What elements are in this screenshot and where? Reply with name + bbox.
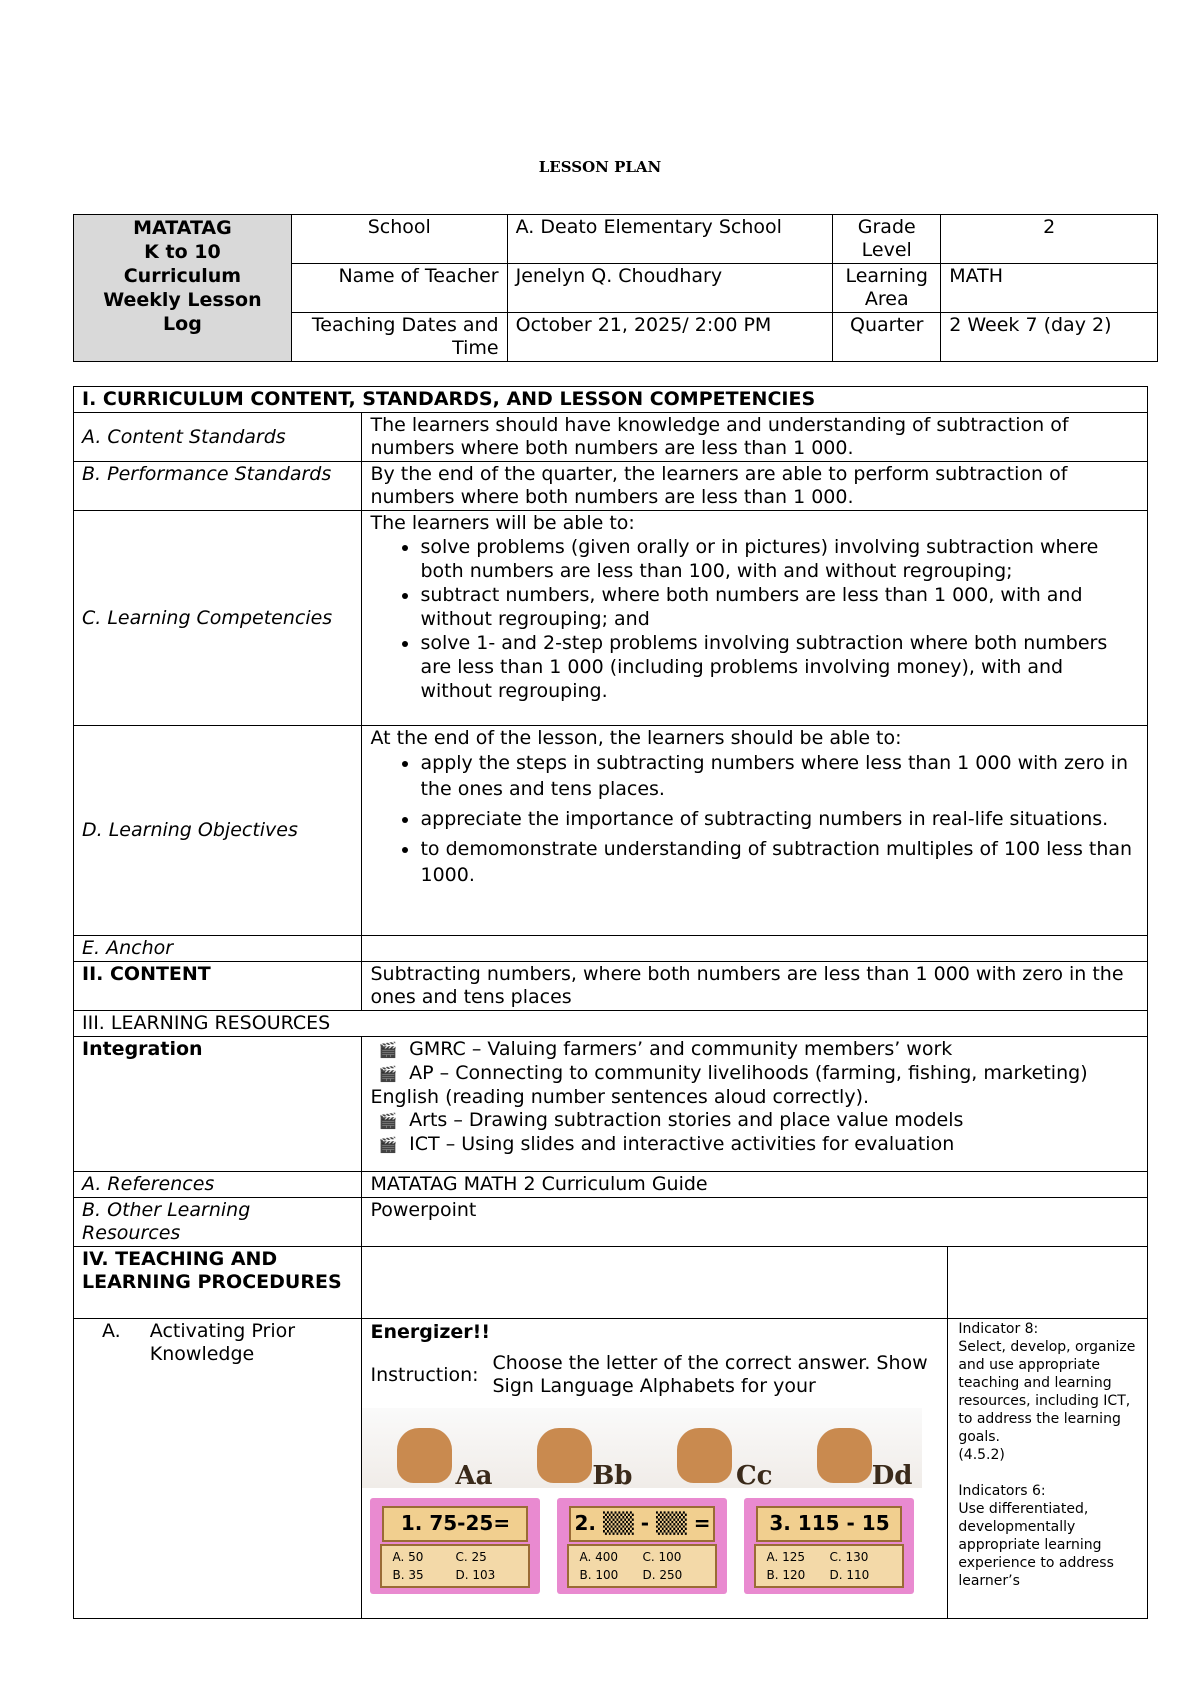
competency-item: • subtract numbers, where both numbers are less than 1 000, with and without regrouping; and	[420, 583, 1139, 631]
other-resources-label: B. Other Learning Resources	[74, 1198, 362, 1247]
sign-language-image	[362, 1408, 922, 1491]
competencies-label: C. Learning Competencies	[74, 511, 362, 726]
competencies-cell	[362, 511, 1148, 726]
teacher-value: Jenelyn Q. Choudhary	[507, 264, 833, 313]
competencies-intro: The learners will be able to:	[370, 512, 635, 534]
dates-value: October 21, 2025/ 2:00 PM	[507, 313, 833, 362]
hand-sign-b: Bb	[532, 1418, 612, 1488]
integration-item: 🎬 ICT – Using slides and interactive activities for evaluation	[378, 1133, 955, 1155]
integration-item: 🎬 AP – Connecting to community livelihoods (farming, fishing, marketing)	[378, 1062, 1088, 1084]
competencies-list	[370, 535, 1139, 703]
hand-sign-d: Dd	[812, 1418, 892, 1488]
anchor-value	[362, 936, 1148, 962]
teacher-label: Name of Teacher	[291, 264, 507, 313]
clapperboard-icon: 🎬	[378, 1136, 398, 1154]
clapperboard-icon: 🎬	[378, 1112, 398, 1130]
references-label: A. References	[74, 1172, 362, 1198]
content-standards-value: The learners should have knowledge and understanding of subtraction of numbers where both numbers are less than 1 000.	[362, 413, 1148, 462]
procedures-main-empty	[362, 1247, 948, 1319]
integration-item: English (reading number sentences aloud correctly).	[370, 1086, 870, 1108]
objective-item: • appreciate the importance of subtracting numbers in real-life situations.	[420, 806, 1139, 832]
instruction-row	[362, 1346, 947, 1398]
anchor-label: E. Anchor	[74, 936, 362, 962]
school-label: School	[291, 215, 507, 264]
step-letter: A.	[102, 1320, 121, 1342]
content-value: Subtracting numbers, where both numbers are less than 1 000 with zero in the ones and tens places	[362, 962, 1148, 1011]
school-value: A. Deato Elementary School	[507, 215, 833, 264]
question-card: 3. 115 - 15 A. 125 C. 130 B. 120 D. 110	[744, 1498, 914, 1594]
question-card: 2. ▒▒ - ▒▒ = A. 400 C. 100 B. 100 D. 250	[557, 1498, 727, 1594]
area-label: Learning Area	[833, 264, 941, 313]
integration-item: 🎬 GMRC – Valuing farmers’ and community members’ work	[378, 1038, 953, 1060]
resources-heading: III. LEARNING RESOURCES	[74, 1011, 1148, 1037]
other-resources-value: Powerpoint	[362, 1198, 1148, 1247]
page-title: LESSON PLAN	[538, 158, 662, 176]
area-value: MATH	[941, 264, 1158, 313]
integration-cell	[362, 1037, 1148, 1172]
procedures-heading: IV. TEACHING AND LEARNING PROCEDURES	[74, 1247, 362, 1319]
references-value: MATATAG MATH 2 Curriculum Guide	[362, 1172, 1148, 1198]
section1-heading: I. CURRICULUM CONTENT, STANDARDS, AND LESSON COMPETENCIES	[74, 387, 1148, 413]
content-standards-label: A. Content Standards	[74, 413, 362, 462]
quarter-value: 2 Week 7 (day 2)	[941, 313, 1158, 362]
lesson-table	[73, 386, 1148, 1619]
energizer-title: Energizer!!	[370, 1321, 491, 1343]
grade-value: 2	[941, 215, 1158, 264]
competency-item: • solve 1- and 2-step problems involving subtraction where both numbers are less than 1 000 (including problems involving money), with and without regrouping.	[420, 631, 1139, 703]
instruction-text: Choose the letter of the correct answer. Show Sign Language Alphabets for your	[492, 1352, 928, 1397]
clapperboard-icon: 🎬	[378, 1041, 398, 1059]
log-title: MATATAG K to 10 Curriculum Weekly Lesson Log	[74, 215, 292, 362]
step-cell	[74, 1319, 362, 1619]
objectives-list	[370, 750, 1139, 888]
dates-label: Teaching Dates and Time	[291, 313, 507, 362]
question-card: 1. 75-25= A. 50 C. 25 B. 35 D. 103	[370, 1498, 540, 1594]
header-table	[73, 214, 1158, 362]
objectives-label: D. Learning Objectives	[74, 726, 362, 936]
hand-sign-a: Aa	[392, 1418, 472, 1488]
objective-item: • to demomonstrate understanding of subtraction multiples of 100 less than 1000.	[420, 836, 1139, 888]
content-label: II. CONTENT	[74, 962, 362, 1011]
hand-sign-c: Cc	[672, 1418, 752, 1488]
grade-label: Grade Level	[833, 215, 941, 264]
clapperboard-icon: 🎬	[378, 1065, 398, 1083]
objective-item: • apply the steps in subtracting numbers where less than 1 000 with zero in the ones and tens places.	[420, 750, 1139, 802]
integration-label: Integration	[74, 1037, 362, 1172]
instruction-label: Instruction:	[370, 1364, 479, 1386]
performance-standards-label: B. Performance Standards	[74, 462, 362, 511]
integration-item: 🎬 Arts – Drawing subtraction stories and place value models	[378, 1109, 964, 1131]
competency-item: • solve problems (given orally or in pictures) involving subtraction where both numbers are less than 100, with and without regrouping;	[420, 535, 1139, 583]
objectives-intro: At the end of the lesson, the learners should be able to:	[370, 727, 902, 749]
question-cards	[362, 1498, 922, 1594]
indicator-note: Indicator 8: Select, develop, organize and use appropriate teaching and learning resources, including ICT, to address the learning goals. (4.5.2) Indicators 6: Use differentiated, developmentally appropriate learning experience to address learner’s	[948, 1319, 1148, 1619]
performance-standards-value: By the end of the quarter, the learners are able to perform subtraction of numbers where both numbers are less than 1 000.	[362, 462, 1148, 511]
quarter-label: Quarter	[833, 313, 941, 362]
objectives-cell	[362, 726, 1148, 936]
step-name: Activating Prior Knowledge	[149, 1320, 296, 1365]
procedures-side-empty	[948, 1247, 1148, 1319]
activity-cell	[362, 1319, 948, 1619]
